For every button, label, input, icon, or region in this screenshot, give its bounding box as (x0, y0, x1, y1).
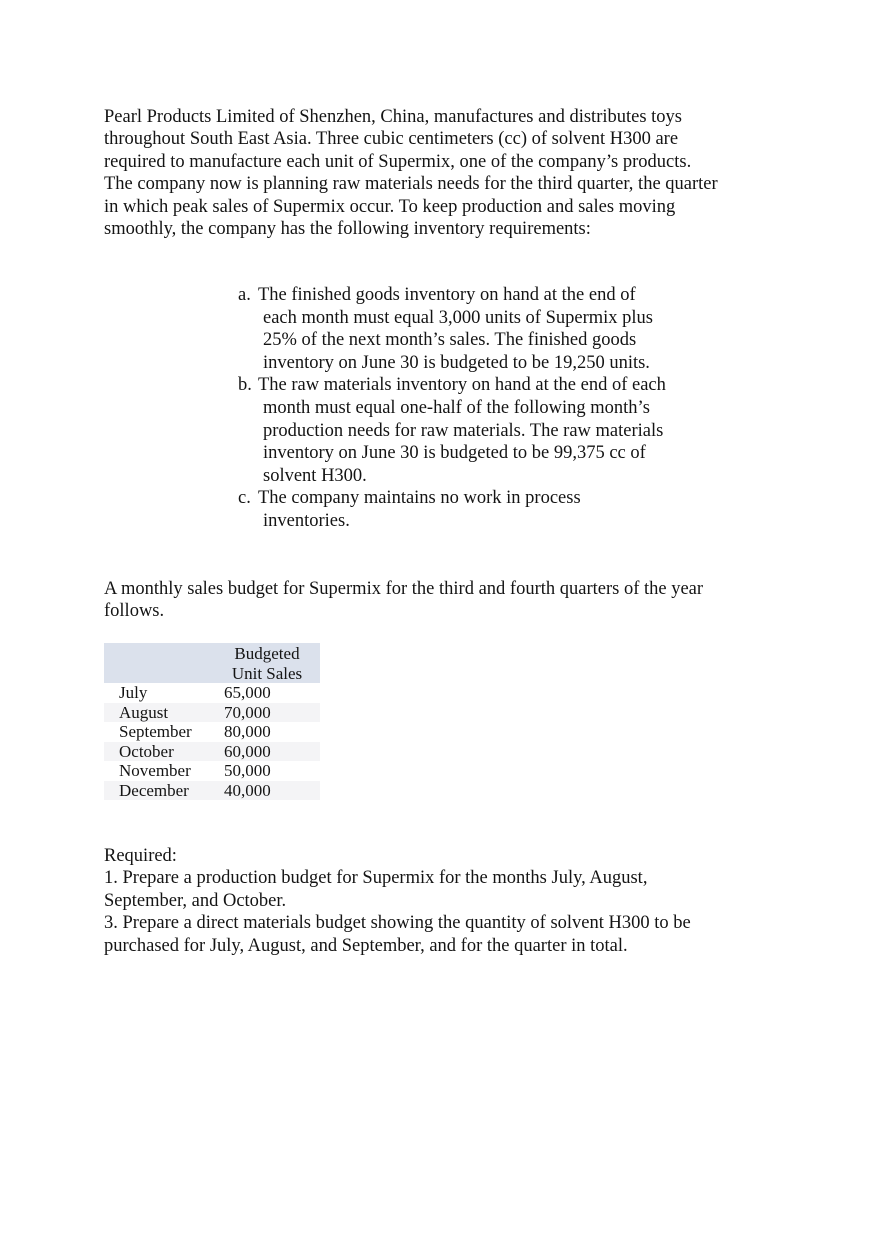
unit-sales-cell: 60,000 (224, 741, 271, 761)
month-cell: July (119, 683, 148, 702)
header-line-2: Unit Sales (231, 663, 303, 683)
month-cell: September (119, 722, 192, 741)
requirement-text: The finished goods inventory on hand at the end of each month must equal 3,000 units of Supermix plus 25% of the next month’s sales. The finished goods inventory on June 30 is budgeted to be 19,250 units. (258, 285, 653, 373)
month-cell: December (119, 780, 189, 800)
header-line-1: Budgeted (234, 644, 300, 663)
intro-paragraph: Pearl Products Limited of Shenzhen, China, manufactures and distributes toys throughout South East Asia. Three cubic centimeters (cc) of solvent H300 are required to manufacture each unit of Supermix, one of the company’s products. The company now is planning raw materials needs for the third quarter, the quarter in which peak sales of Supermix occur. To keep production and sales moving smoothly, the company has the following inventory requirements: (104, 107, 718, 240)
sales-budget-intro: A monthly sales budget for Supermix for the third and fourth quarters of the year follows. (104, 579, 704, 622)
inventory-requirements-list (238, 284, 668, 533)
month-cell: November (119, 761, 191, 780)
unit-sales-cell: 50,000 (224, 761, 271, 780)
table-row (104, 761, 320, 781)
table-row (104, 683, 320, 703)
table-row (104, 781, 320, 801)
required-item: 3. Prepare a direct materials budget showing the quantity of solvent H300 to be purchased for July, August, and September, and for the quarter in total. (104, 913, 691, 956)
table-header-row (104, 643, 320, 683)
requirement-text: The raw materials inventory on hand at the end of each month must equal one-half of the following month’s production needs for raw materials. The raw materials inventory on June 30 is budgeted to be 99,375 cc of solvent H300. (258, 375, 666, 486)
required-heading: Required: (104, 846, 177, 866)
month-column-header (104, 643, 214, 683)
unit-sales-cell: 40,000 (224, 780, 271, 800)
requirement-item (238, 284, 668, 374)
requirement-item (238, 374, 668, 487)
table-row (104, 742, 320, 762)
table-row (104, 703, 320, 723)
requirement-letter: b. (238, 375, 252, 396)
unit-sales-cell: 80,000 (224, 722, 271, 741)
requirement-text: The company maintains no work in process inventories. (258, 488, 581, 531)
unit-sales-cell: 65,000 (224, 683, 271, 702)
requirement-letter: a. (238, 285, 251, 305)
requirement-item (238, 487, 668, 532)
unit-sales-column-header (214, 643, 320, 683)
table-row (104, 722, 320, 742)
month-cell: August (119, 702, 169, 722)
required-section (104, 845, 724, 957)
unit-sales-cell: 70,000 (224, 702, 271, 722)
requirement-letter: c. (238, 488, 251, 509)
month-cell: October (119, 741, 174, 761)
sales-budget-table (104, 643, 320, 800)
required-item: 1. Prepare a production budget for Supermix for the months July, August, September, and October. (104, 868, 648, 911)
